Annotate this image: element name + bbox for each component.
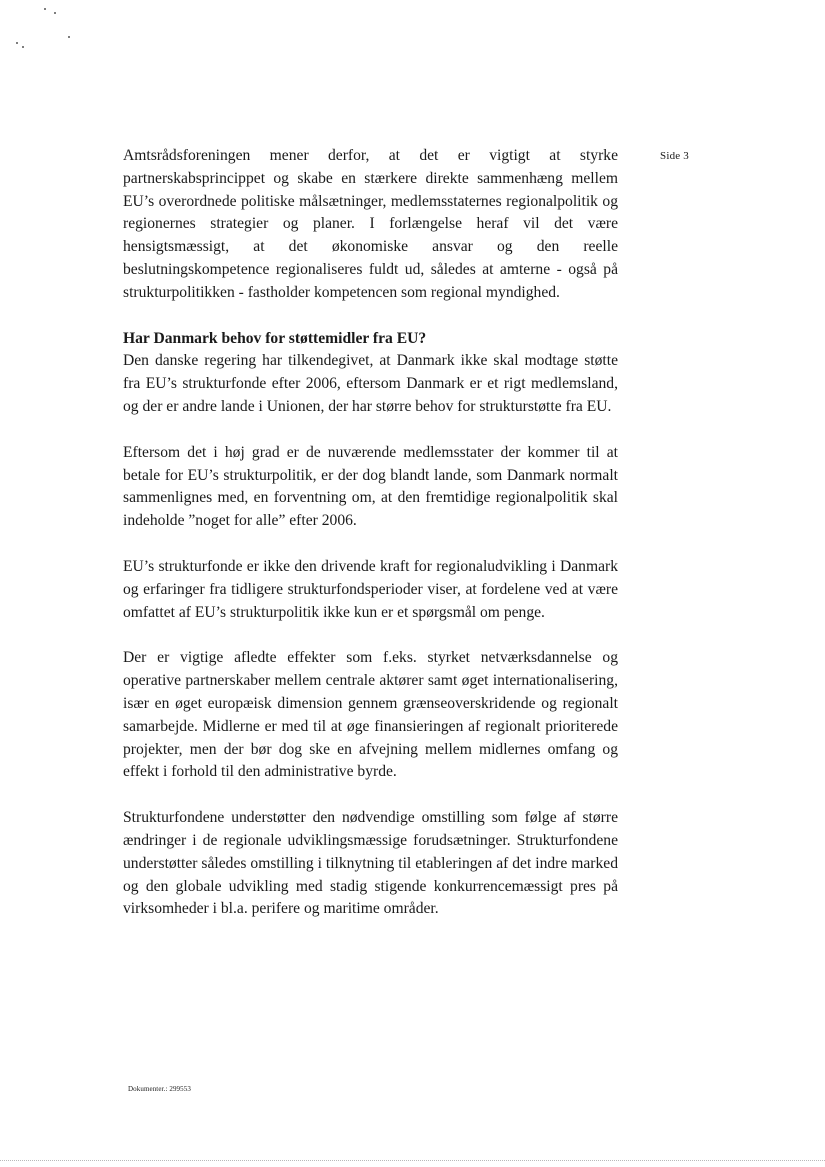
body-paragraph: Eftersom det i høj grad er de nuværende medlemsstater der kommer til at betale for EU’s strukturpolitik, er der dog blandt lande, som Danmark normalt sammenlignes med, en forventning om, at den fremtidige regionalpolitik skal indeholde ”noget for alle” efter 2006. xyxy=(123,443,618,530)
scan-speck xyxy=(16,42,18,44)
scan-speck xyxy=(22,46,24,48)
body-paragraph: Strukturfondene understøtter den nødvendige omstilling som følge af større ændringer i de regionale udviklingsmæssige forudsætninger. Strukturfondene understøtter således omstilling i tilknytning til etableringen af det indre marked og den globale udvikling med stadig stigende konkurrencemæssigt pres på virksomheder i bl.a. perifere og maritime områder. xyxy=(123,809,618,918)
scan-speck xyxy=(44,8,46,10)
scan-speck xyxy=(68,36,70,38)
page-number-label: Side 3 xyxy=(660,150,690,162)
scan-speck xyxy=(54,12,56,14)
section-heading: Har Danmark behov for støttemidler fra EU? xyxy=(123,329,427,347)
document-number: Dokumenter.: 299553 xyxy=(128,1085,191,1093)
body-paragraph: EU’s strukturfonde er ikke den drivende kraft for regionaludvikling i Danmark og erfaringer fra tidligere strukturfondsperioder viser, at fordelene ved at være omfattet af EU’s strukturpolitik ikke kun er et spørgsmål om penge. xyxy=(123,557,618,621)
body-paragraph: Amtsrådsforeningen mener derfor, at det er vigtigt at styrke partnerskabsprincippet og skabe en stærkere direkte sammenhæng mellem EU’s overordnede politiske målsætninger, medlemsstaternes regionalpolitik og regionernes strategier og planer. I forlængelse heraf vil det være hensigtsmæssigt, at det økonomiske ansvar og den reelle beslutningskompetence regionaliseres fuldt ud, således at amterne - også på strukturpolitikken - fastholder kompetencen som regional myndighed. xyxy=(123,147,618,301)
document-body xyxy=(123,145,618,944)
scan-edge-line xyxy=(0,1160,825,1161)
body-paragraph: Den danske regering har tilkendegivet, at Danmark ikke skal modtage støtte fra EU’s strukturfonde efter 2006, eftersom Danmark er et rigt medlemsland, og der er andre lande i Unionen, der har større behov for strukturstøtte fra EU. xyxy=(123,352,618,415)
body-paragraph: Der er vigtige afledte effekter som f.eks. styrket netværksdannelse og operative partnerskaber mellem centrale aktører samt øget internationalisering, især en øget europæisk dimension gennem grænseoverskridende og regionalt samarbejde. Midlerne er med til at øge finansieringen af regionalt prioriterede projekter, men der bør dog ske en afvejning mellem midlernes omfang og effekt i forhold til den administrative byrde. xyxy=(123,649,618,781)
